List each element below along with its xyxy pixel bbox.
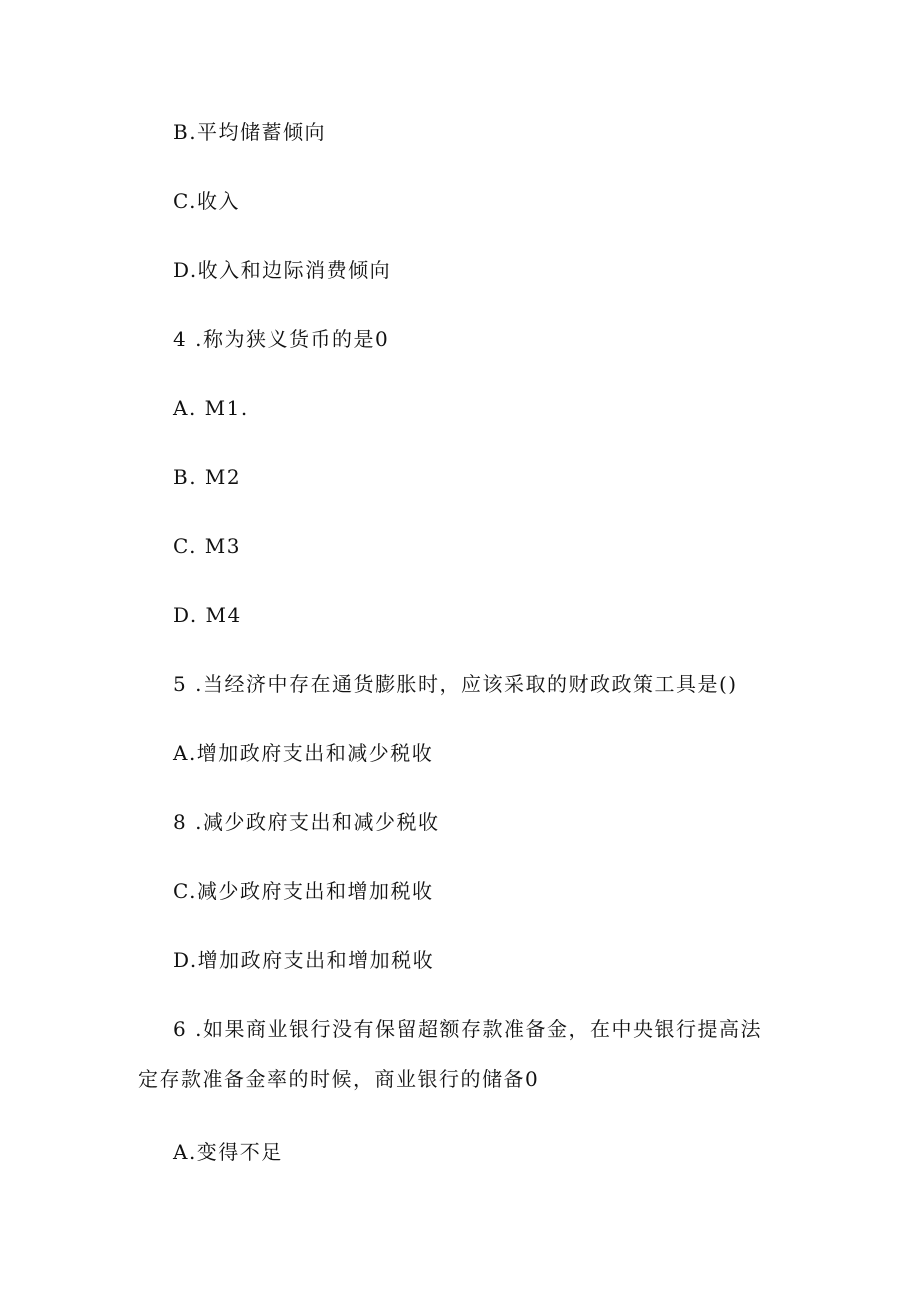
question-6-line-2: 定存款准备金率的时候，商业银行的储备0: [138, 1067, 540, 1091]
option-d-m4: D. M4: [173, 603, 242, 627]
option-a-insufficient: A.变得不足: [173, 1140, 283, 1164]
option-b-reduce-spending-reduce-tax: 8 .减少政府支出和减少税收: [173, 810, 440, 834]
option-c-income: C.收入: [173, 189, 240, 213]
option-a-increase-spending: A.增加政府支出和减少税收: [173, 741, 434, 765]
question-6-line-1: 6 .如果商业银行没有保留超额存款准备金，在中央银行提高法: [173, 1017, 762, 1041]
option-b-m2: B. M2: [173, 465, 242, 489]
question-4: 4 .称为狭义货币的是0: [173, 327, 390, 351]
option-c-m3: C. M3: [173, 534, 242, 558]
option-d-increase-spending-increase-tax: D.增加政府支出和增加税收: [173, 948, 435, 972]
option-b-average-savings: B.平均储蓄倾向: [173, 120, 327, 144]
option-d-income-mpc: D.收入和边际消费倾向: [173, 258, 392, 282]
question-5: 5 .当经济中存在通货膨胀时，应该采取的财政政策工具是(): [173, 672, 738, 696]
option-c-reduce-spending-increase-tax: C.减少政府支出和增加税收: [173, 879, 434, 903]
option-a-m1: A. M1.: [173, 396, 249, 420]
